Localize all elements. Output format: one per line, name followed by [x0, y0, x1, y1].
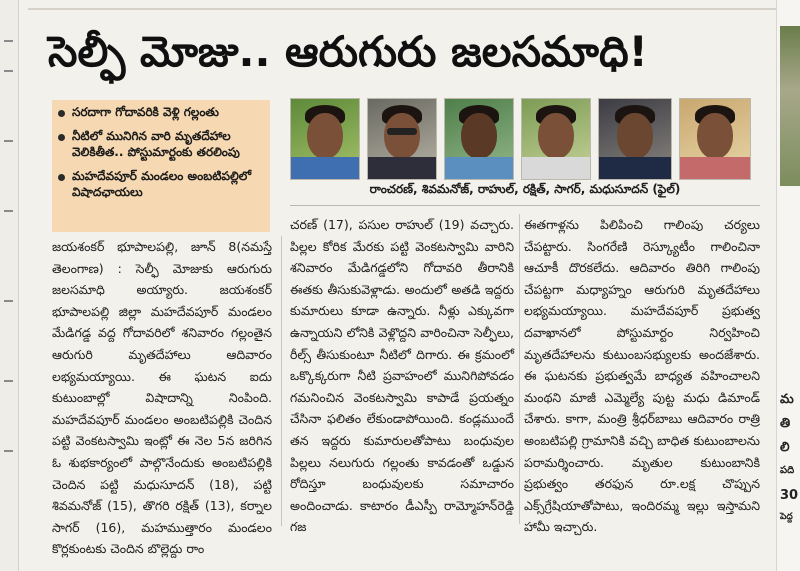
- adjacent-text-fragment: మ: [780, 392, 794, 407]
- photo-rahul: [444, 98, 514, 180]
- adjacent-text-fragment: పెద్ద: [780, 512, 793, 522]
- highlight-text: మహదేవపూర్ మండలం అంబటిపల్లిలో విషాదఛాయలు: [72, 169, 252, 199]
- bullet-icon: [58, 134, 65, 141]
- column-divider: [519, 214, 520, 524]
- bullet-icon: [58, 110, 65, 117]
- adjacent-text-fragment: లి: [780, 440, 790, 455]
- highlight-item: [52, 124, 270, 164]
- top-rule: [28, 8, 776, 10]
- column-divider: [281, 236, 282, 526]
- highlight-item: [52, 100, 270, 124]
- headline: సెల్ఫీ మోజు.. ఆరుగురు జలసమాధి!: [48, 27, 648, 76]
- article-column-3: ఈతగాళ్లను పిలిపించి గాలింపు చర్యలు చేపట్టారు. సింగరేణి రెస్క్యూటీం గాలించినా ఆచూకీ దొరకలేదు. ఆదివారం తిరిగి గాలింపు చేపట్టగా మధ్యాహ్నం ఆరుగురి మృతదేహాలు లభ్యమయ్యాయి. మహదేవపూర్ ప్రభుత్వ దవాఖానలో పోస్టుమార్టం నిర్వహించి మృతదేహాలను కుటుంబసభ్యులకు అందజేశారు. ఈ ఘటనకు ప్రభుత్వమే బాధ్యత వహించాలని మంథని మాజీ ఎమ్మెల్యే పుట్ట మధు డిమాండ్ చేశారు. కాగా, మంత్రి శ్రీధర్‌బాబు ఆదివారం రాత్రి అంబటిపల్లి గ్రామానికి వచ్చి బాధిత కుటుంబాలను పరామర్శించారు. మృతుల కుటుంబానికి ప్రభుత్వం తరఫున రూ.లక్ష చొప్పున ఎక్స్‌గ్రేషియాతోపాటు, ఇందిరమ్మ ఇల్లు ఇస్తామని హామీ ఇచ్చారు.: [524, 217, 760, 535]
- photo-madhusudan: [679, 98, 751, 180]
- article-column-2: చరణ్ (17), పసుల రాహుల్ (19) వచ్చారు. పిల్లల కోరిక మేరకు పట్టి వెంకటస్వామి వారిని శనివారం మేడిగడ్డలోని గోదావరి తీరానికి ఈతకు తీసుకువెళ్లాడు. అందులో అతడి ఇద్దరు కుమారులు కూడా ఉన్నారు. నీళ్లు ఎక్కువగా ఉన్నాయని లోనికి వెళ్లొద్దని వారించినా సెల్ఫీలు, రీల్స్ తీసుకుంటూ నీటిలో దిగారు. ఈ క్రమంలో ఒక్కొక్కరుగా నీటి ప్రవాహంలో మునిగిపోవడం గమనించిన వెంకటస్వామి కాపాడే ప్రయత్నం చేసినా ఫలితం లేకుండాపోయింది. కండ్లముందే తన ఇద్దరు కుమారులతోపాటు బంధువుల పిల్లలు నలుగురు గల్లంతు కావడంతో ఒడ్డున రోదిస్తూ బంధువులకు సమాచారం అందించాడు. కాటారం డీఎస్పీ రామ్మోహన్‌రెడ్డి గజ: [290, 217, 514, 535]
- photo-caption: రాంచరణ్, శివమనోజ్, రాహుల్, రక్షిత్, సాగర్, మధుసూదన్ (ఫైల్): [369, 182, 681, 196]
- highlight-text: సరదాగా గోదావరికి వెళ్లి గల్లంతు: [72, 105, 219, 119]
- highlights-box: [52, 100, 270, 232]
- adjacent-page-strip-left: [0, 0, 19, 571]
- adjacent-page-strip-right: [776, 0, 800, 571]
- article-column-1: జయశంకర్ భూపాలపల్లి, జూన్ 8(నమస్తే తెలంగాణ) : సెల్ఫీ మోజుకు ఆరుగురు జలసమాధి అయ్యారు. జయశంకర్ భూపాలపల్లి జిల్లా మహదేవపూర్ మండలం మేడిగడ్డ వద్ద గోదావరిలో శనివారం గల్లంతైన ఆరుగురి మృతదేహాలు ఆదివారం లభ్యమయ్యాయి. ఈ ఘటన ఐదు కుటుంబాల్లో విషాదాన్ని నింపింది. మహదేవపూర్ మండలం అంబటిపల్లికి చెందిన పట్టి వెంకటస్వామి ఇంట్లో ఈ నెల 5న జరిగిన ఓ శుభకార్యంలో పాల్గొనేందుకు అంబటిపల్లికి చెందిన పట్టి మధుసూదన్ (18), పట్టి శివమనోజ్ (15), తొగరి రక్షిత్ (13), కర్నాల సాగర్ (16), మహముత్తారం మండలం కొర్లకుంటకు చెందిన బొల్లెద్దు రాం: [52, 239, 272, 557]
- victim-photos: [290, 98, 760, 178]
- caption-rule: [290, 205, 760, 206]
- photo-rakshit: [521, 98, 591, 180]
- photo-sagar: [598, 98, 672, 180]
- photo-ramcharan: [290, 98, 360, 180]
- adjacent-text-fragment: పది: [780, 465, 795, 476]
- photo-shivamanoj: [367, 98, 437, 180]
- highlight-text: నీటిలో మునిగిన వారి మృతదేహాల వెలికితీత.. పోస్టుమార్టంకు తరలింపు: [72, 129, 240, 159]
- highlight-item: [52, 164, 270, 204]
- adjacent-text-fragment: 30: [780, 488, 799, 503]
- adjacent-text-fragment: తి: [780, 416, 791, 431]
- sunglasses-icon: [387, 128, 417, 135]
- bullet-icon: [58, 174, 65, 181]
- adjacent-photo: [780, 26, 800, 186]
